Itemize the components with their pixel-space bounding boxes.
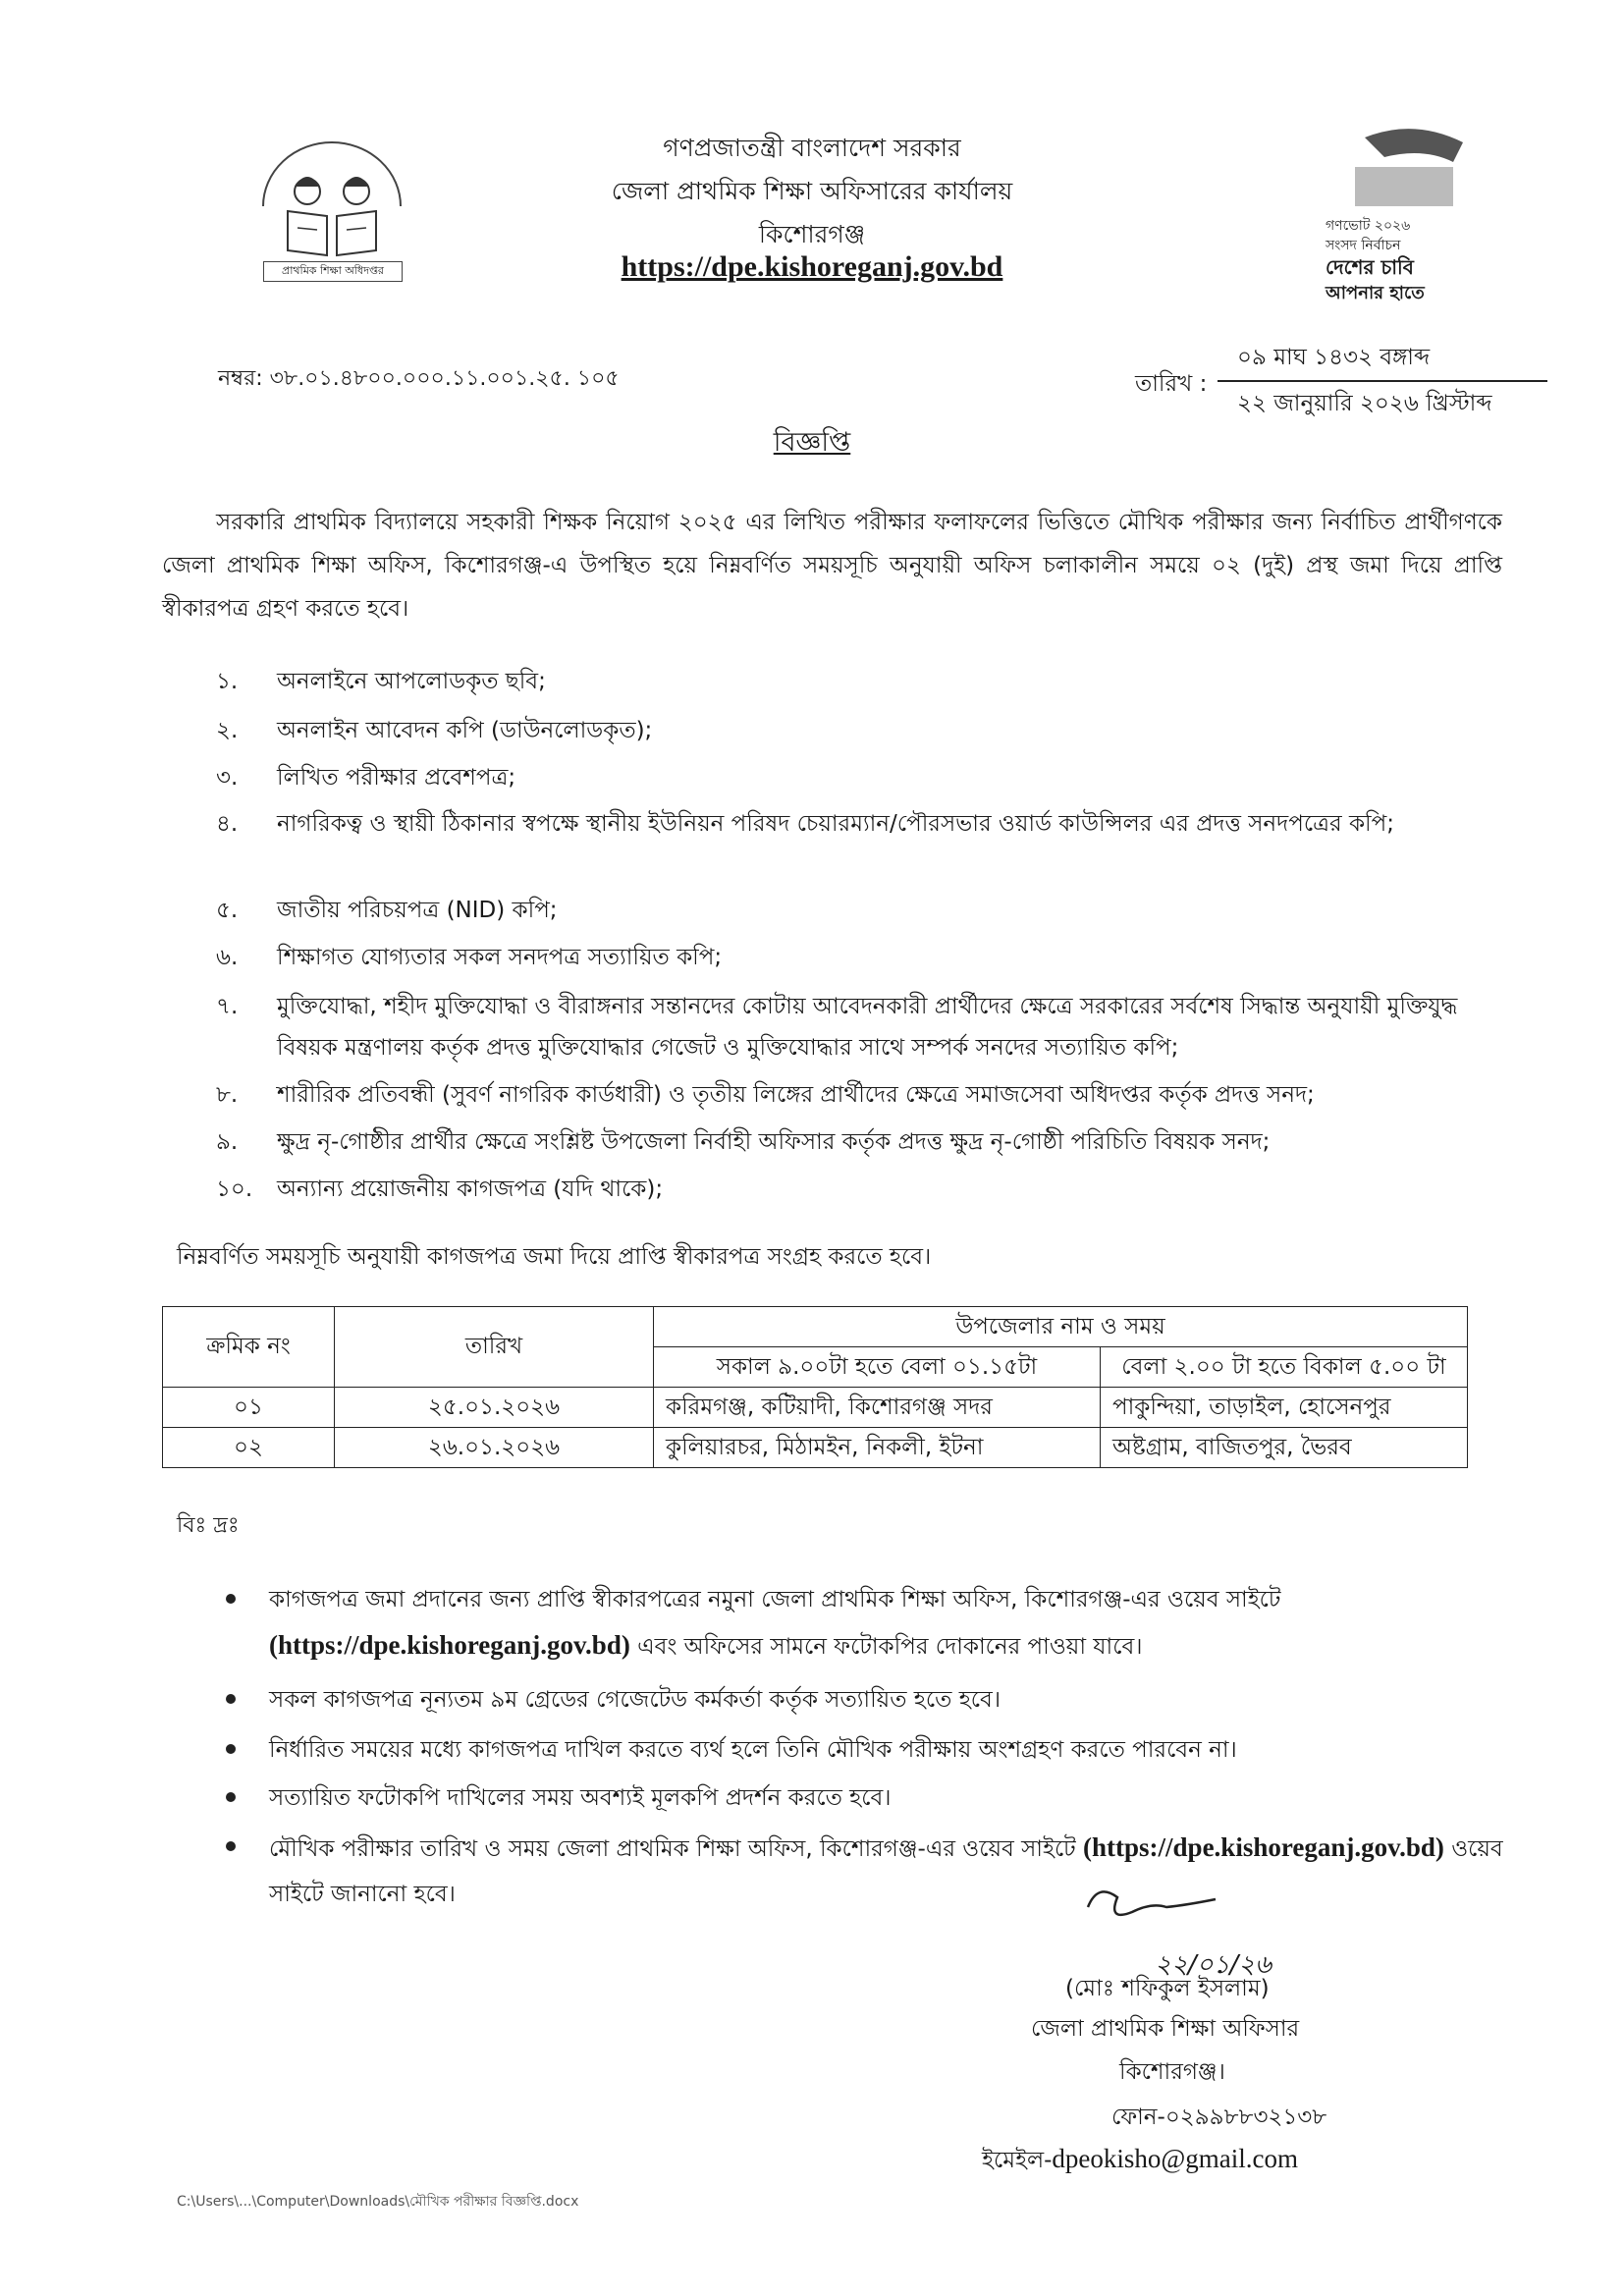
notice-intro: সরকারি প্রাথমিক বিদ্যালয়ে সহকারী শিক্ষক নিয়োগ ২০২৫ এর লিখিত পরীক্ষার ফলাফলের ভিত্তিতে মৌখিক পরীক্ষার জন্য নির্বাচিত প্রার্থীগণকে জেলা প্রাথমিক শিক্ষা অফিস, কিশোরগঞ্জ-এ উপস্থিত হয়ে নিম্নবর্ণিত সময়সূচি অনুযায়ী অফিস চলাকালীন সময়ে ০২ (দুই) প্রস্থ জমা দিয়ে প্রাপ্তি স্বীকারপত্র গ্রহণ করতে হবে। <box>162 510 1502 622</box>
schedule-col-upazila: উপজেলার নাম ও সময় <box>654 1307 1468 1347</box>
document-item-text: মুক্তিযোদ্ধা, শহীদ মুক্তিযোদ্ধা ও বীরাঙ্গনার সন্তানদের কোটায় আবেদনকারী প্রার্থীদের ক্ষেত্রে সরকারের সর্বশেষ সিদ্ধান্ত অনুযায়ী মুক্তিযুদ্ধ বিষয়ক মন্ত্রণালয় কর্তৃক প্রদত্ত মুক্তিযোদ্ধার গেজেট ও মুক্তিযোদ্ধার সাথে সম্পর্ক সনদের সত্যায়িত কপি; <box>277 994 1458 1061</box>
document-item-number: ৮. <box>216 1082 239 1108</box>
left-logo <box>253 137 410 285</box>
document-item-number: ৭. <box>216 994 239 1019</box>
signature-date: ২২/০১/২৬ <box>1155 1950 1272 1980</box>
election-emblem-icon <box>1316 118 1483 211</box>
note-1-link[interactable]: (https://dpe.kishoreganj.gov.bd) <box>269 1630 630 1660</box>
schedule-table <box>162 1306 1468 1468</box>
document-item-number: ২. <box>216 718 239 743</box>
document-item-number: ৫. <box>216 898 239 923</box>
election-logo-line2: সংসদ নির্বাচন <box>1326 238 1401 253</box>
email-label: ইমেইল- <box>982 2148 1053 2173</box>
header-website-link[interactable]: https://dpe.kishoreganj.gov.bd <box>621 250 1003 283</box>
note-label: বিঃ দ্রঃ <box>177 1513 240 1538</box>
memo-number-label: নম্বর: <box>218 366 263 391</box>
schedule-serial-cell: ০২ <box>163 1428 335 1468</box>
election-logo-line4: আপনার হাতে <box>1326 283 1425 303</box>
schedule-intro: নিম্নবর্ণিত সময়সূচি অনুযায়ী কাগজপত্র জমা দিয়ে প্রাপ্তি স্বীকারপত্র সংগ্রহ করতে হবে। <box>177 1244 932 1270</box>
header-office: জেলা প্রাথমিক শিক্ষা অফিসারের কার্যালয় <box>611 177 1013 205</box>
document-item-text: লিখিত পরীক্ষার প্রবেশপত্র; <box>277 765 516 791</box>
email-link[interactable]: dpeokisho@gmail.com <box>1052 2144 1298 2173</box>
document-item-text: অনলাইন আবেদন কপি (ডাউনলোডকৃত); <box>277 718 653 743</box>
schedule-serial-cell: ০১ <box>163 1388 335 1428</box>
document-item-number: ১. <box>216 669 239 694</box>
left-logo-caption: প্রাথমিক শিক্ষা অধিদপ্তর <box>263 261 403 282</box>
document-item-text: শারীরিক প্রতিবন্ধী (সুবর্ণ নাগরিক কার্ডধারী) ও তৃতীয় লিঙ্গের প্রার্থীদের ক্ষেত্রে সমাজসেবা অধিদপ্তর কর্তৃক প্রদত্ত সনদ; <box>277 1082 1315 1108</box>
memo-date-gregorian: ২২ জানুয়ারি ২০২৬ খ্রিস্টাব্দ <box>1237 391 1492 416</box>
table-row <box>163 1428 1468 1468</box>
bullet-icon <box>226 1841 236 1851</box>
schedule-date-cell: ২৬.০১.২০২৬ <box>335 1428 654 1468</box>
document-item-text: ক্ষুদ্র নৃ-গোষ্ঠীর প্রার্থীর ক্ষেত্রে সংশ্লিষ্ট উপজেলা নির্বাহী অফিসার কর্তৃক প্রদত্ত ক্ষুদ্র নৃ-গোষ্ঠী পরিচিতি বিষয়ক সনদ; <box>277 1129 1271 1155</box>
schedule-col-morning: সকাল ৯.০০টা হতে বেলা ০১.১৫টা <box>654 1347 1101 1388</box>
schedule-col-afternoon: বেলা ২.০০ টা হতে বিকাল ৫.০০ টা <box>1101 1347 1468 1388</box>
note-5-text: মৌখিক পরীক্ষার তারিখ ও সময় জেলা প্রাথমিক শিক্ষা অফিস, কিশোরগঞ্জ-এর ওয়েব সাইটে <box>269 1836 1076 1862</box>
election-logo <box>1316 118 1483 304</box>
note-4-text: সত্যায়িত ফটোকপি দাখিলের সময় অবশ্যই মূলকপি প্রদর্শন করতে হবে। <box>269 1785 892 1811</box>
signatory-designation: জেলা প্রাথমিক শিক্ষা অফিসার <box>1031 2016 1300 2042</box>
document-item-text: অনলাইনে আপলোডকৃত ছবি; <box>277 669 546 694</box>
bullet-icon <box>226 1594 236 1604</box>
document-item-text: জাতীয় পরিচয়পত্র (NID) কপি; <box>277 898 558 923</box>
signatory-email <box>982 2139 1298 2180</box>
memo-number <box>218 361 620 398</box>
bullet-icon <box>226 1744 236 1754</box>
schedule-date-cell: ২৫.০১.২০২৬ <box>335 1388 654 1428</box>
schedule-afternoon-cell: পাকুন্দিয়া, তাড়াইল, হোসেনপুর <box>1101 1388 1468 1428</box>
document-item-number: ৯. <box>216 1129 239 1155</box>
memo-date-divider <box>1218 380 1547 382</box>
schedule-morning-cell: কুলিয়ারচর, মিঠামইন, নিকলী, ইটনা <box>654 1428 1101 1468</box>
signatory-phone: ফোন-০২৯৯৮৮৩২১৩৮ <box>1111 2105 1327 2130</box>
schedule-col-date: তারিখ <box>335 1307 654 1388</box>
notice-title: বিজ্ঞপ্তি <box>773 427 851 458</box>
memo-number-value: ৩৮.০১.৪৮০০.০০০.১১.০০১.২৫. ১০৫ <box>269 366 620 391</box>
footer-file-path: C:\Users\...\Computer\Downloads\মৌখিক পরীক্ষার বিজ্ঞপ্তি.docx <box>177 2194 579 2210</box>
election-logo-line3: দেশের চাবি <box>1326 255 1414 279</box>
document-item-number: ৬. <box>216 945 239 970</box>
document-item-number: ১০. <box>216 1176 253 1202</box>
document-item-number: ৪. <box>216 811 239 837</box>
document-item-number: ৩. <box>216 765 239 791</box>
document-item-text: অন্যান্য প্রয়োজনীয় কাগজপত্র (যদি থাকে); <box>277 1176 664 1202</box>
schedule-morning-cell: করিমগঞ্জ, কটিয়াদী, কিশোরগঞ্জ সদর <box>654 1388 1101 1428</box>
signatory-name: (মোঃ শফিকুল ইসলাম) <box>1065 1976 1270 2001</box>
bullet-icon <box>226 1792 236 1802</box>
document-item-text: নাগরিকত্ব ও স্থায়ী ঠিকানার স্বপক্ষে স্থানীয় ইউনিয়ন পরিষদ চেয়ারম্যান/পৌরসভার ওয়ার্ড কাউন্সিলর এর প্রদত্ত সনদপত্রের কপি; <box>277 811 1394 837</box>
schedule-afternoon-cell: অষ্টগ্রাম, বাজিতপুর, ভৈরব <box>1101 1428 1468 1468</box>
memo-date-label: তারিখ : <box>1135 371 1208 397</box>
note-3-text: নির্ধারিত সময়ের মধ্যে কাগজপত্র দাখিল করতে ব্যর্থ হলে তিনি মৌখিক পরীক্ষায় অংশগ্রহণ করতে পারবেন না। <box>269 1737 1237 1763</box>
note-5-link[interactable]: (https://dpe.kishoreganj.gov.bd) <box>1083 1832 1444 1862</box>
header-government: গণপ্রজাতন্ত্রী বাংলাদেশ সরকার <box>663 134 961 162</box>
note-1-text-end: এবং অফিসের সামনে ফটোকপির দোকানের পাওয়া যাবে। <box>637 1634 1143 1660</box>
memo-date-bangla: ০৯ মাঘ ১৪৩২ বঙ্গাব্দ <box>1237 345 1431 370</box>
note-1-text: কাগজপত্র জমা প্রদানের জন্য প্রাপ্তি স্বীকারপত্রের নমুনা জেলা প্রাথমিক শিক্ষা অফিস, কিশোরগঞ্জ-এর ওয়েব সাইটে <box>269 1587 1281 1613</box>
header-district: কিশোরগঞ্জ <box>758 220 866 248</box>
signatory-district: কিশোরগঞ্জ। <box>1119 2059 1225 2085</box>
note-2-text: সকল কাগজপত্র নূন্যতম ৯ম গ্রেডের গেজেটেড কর্মকর্তা কর্তৃক সত্যায়িত হতে হবে। <box>269 1687 1001 1713</box>
schedule-col-serial: ক্রমিক নং <box>163 1307 335 1388</box>
election-logo-line1: গণভোট ২০২৬ <box>1326 218 1411 234</box>
bullet-icon <box>226 1694 236 1704</box>
table-row <box>163 1388 1468 1428</box>
document-item-text: শিক্ষাগত যোগ্যতার সকল সনদপত্র সত্যায়িত কপি; <box>277 945 723 970</box>
handwritten-signature-icon <box>1078 1878 1235 1937</box>
schedule-header-row <box>163 1307 1468 1347</box>
note-5-text-end: ওয়েব সাইটে জানানো হবে। <box>269 1836 1503 1907</box>
